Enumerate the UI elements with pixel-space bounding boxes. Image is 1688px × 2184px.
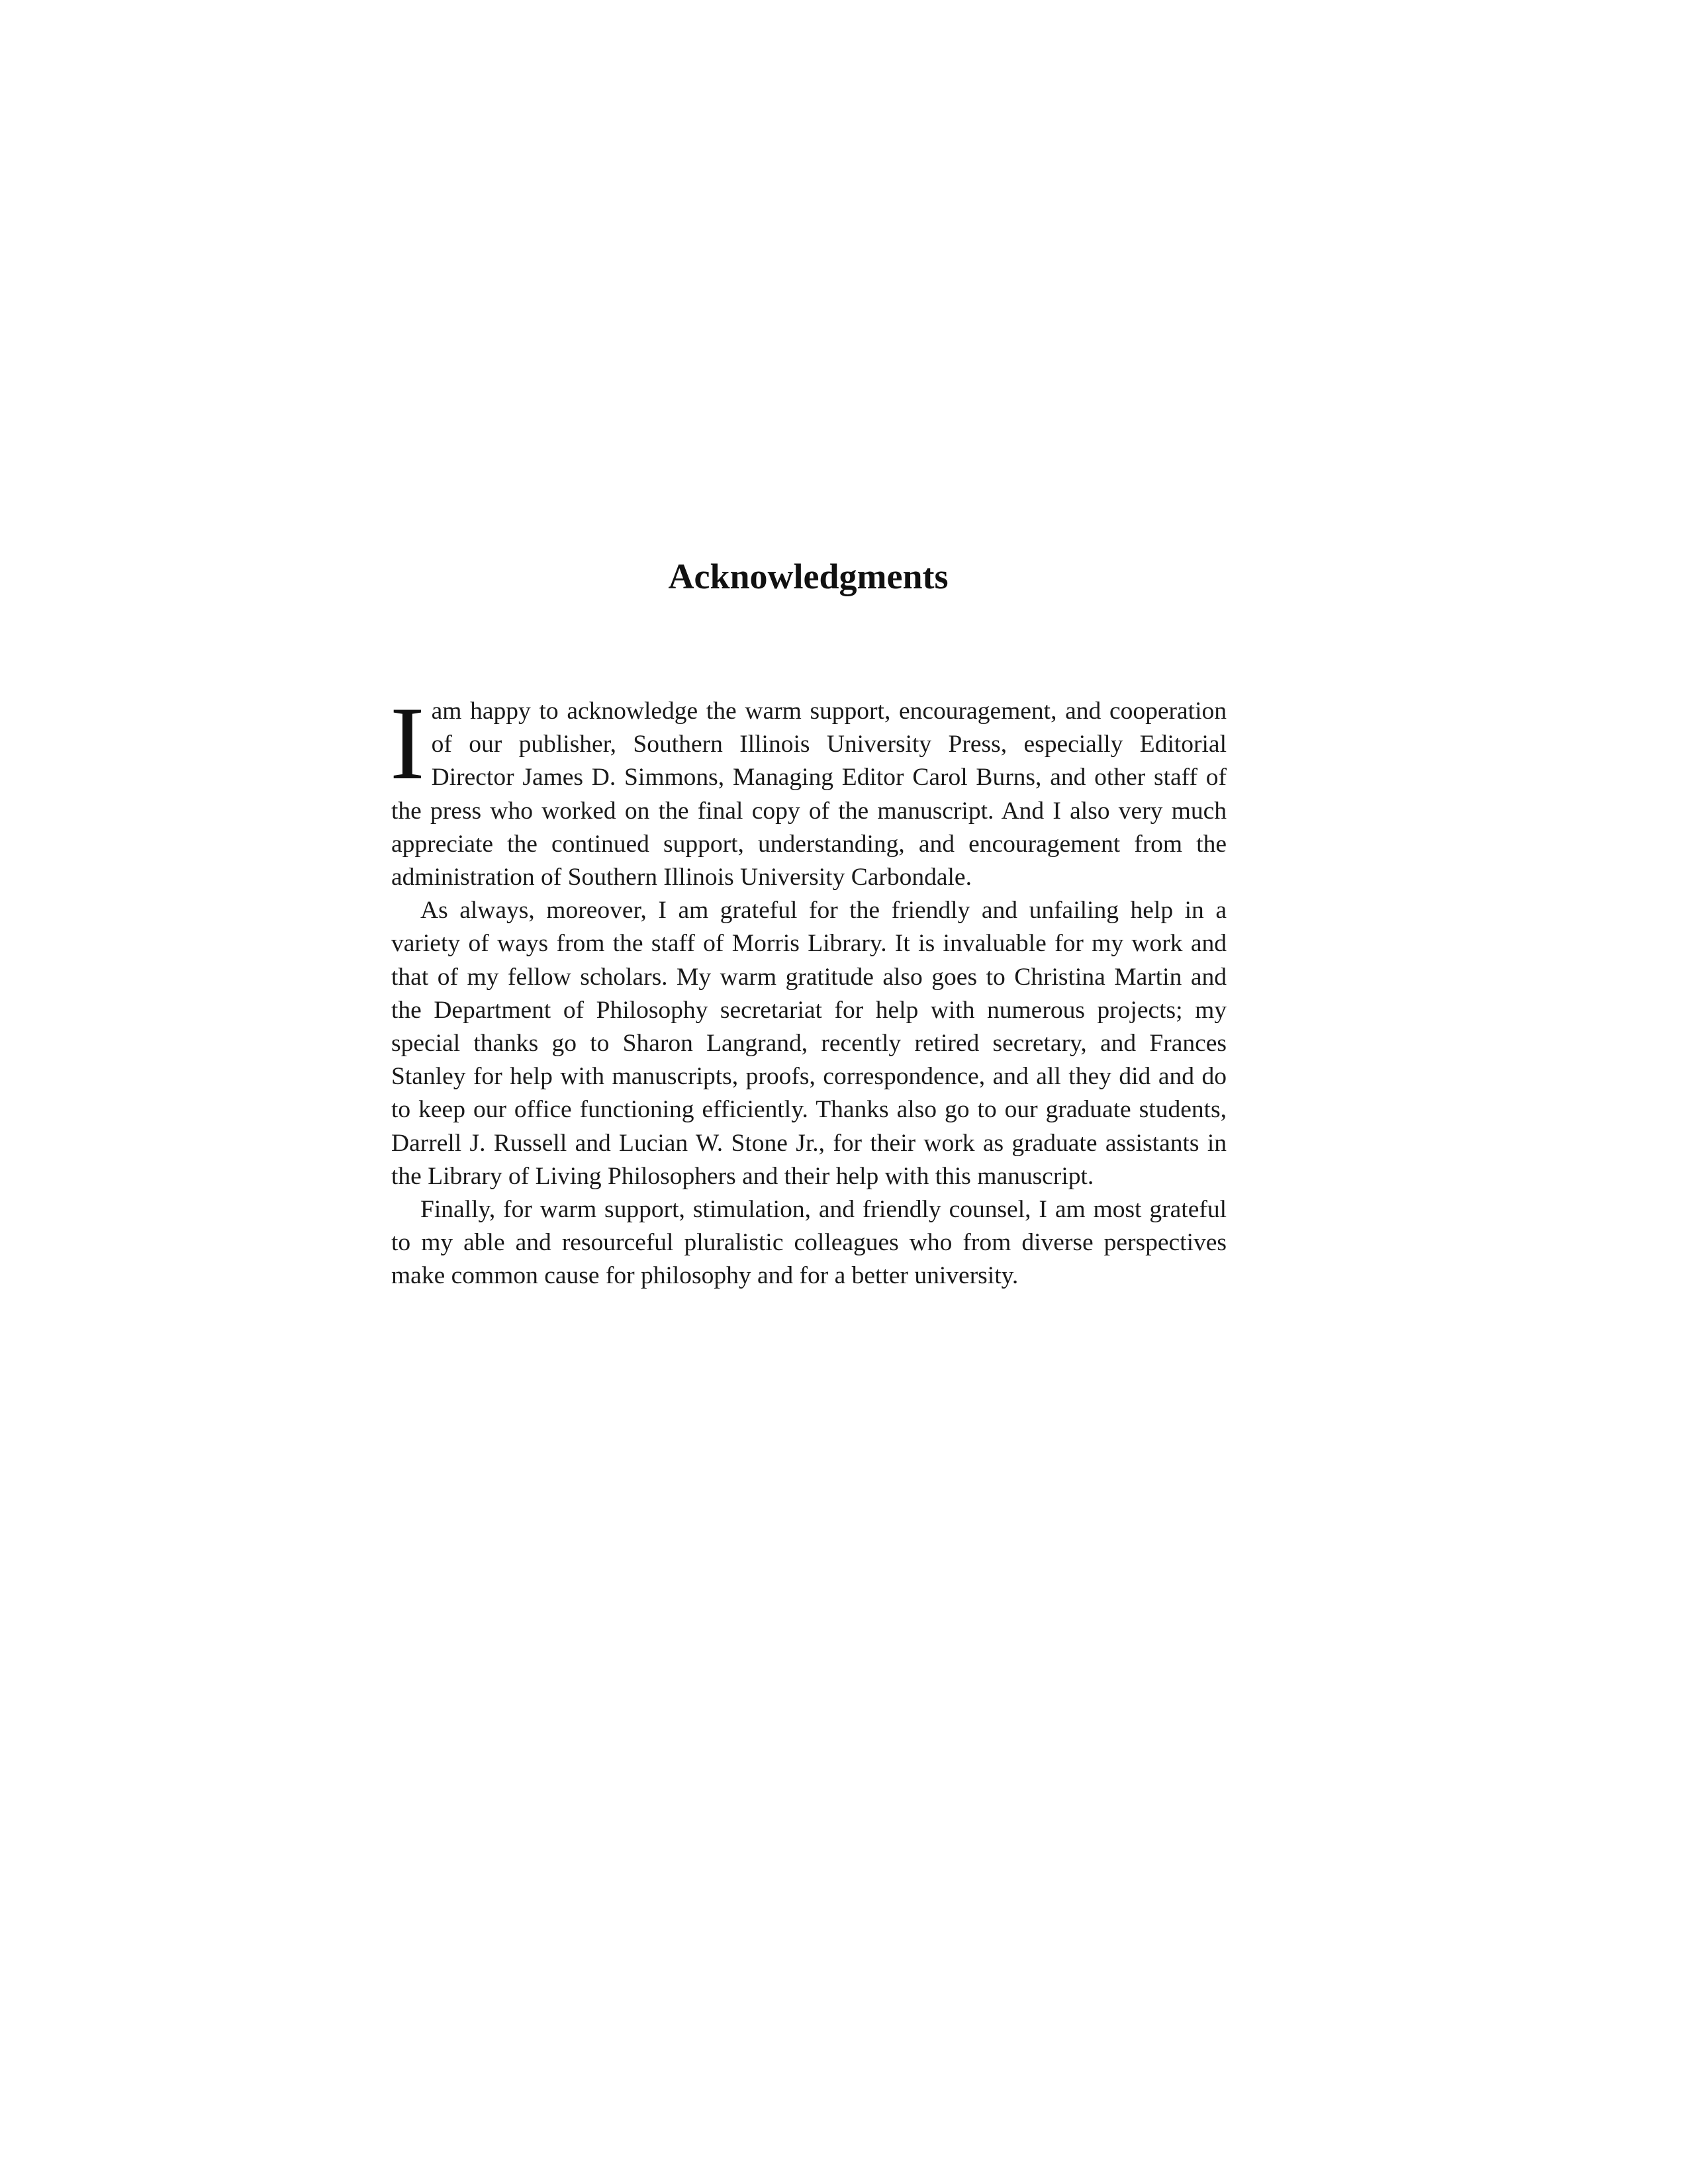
page-title: Acknowledgments [668,557,949,596]
drop-cap: I [390,686,425,801]
paragraph-2: As always, moreover, I am grateful for the friendly and unfailing help in a variety of ways from the staff of Morris Library. It is invaluable for my work and that of my fellow scholars. My warm gratitude also goes to Christina Martin and the Department of Philosophy secretariat for help with numerous projects; my special thanks go to Sharon Langrand, recently retired secretary, and Frances Stanley for help with manuscripts, proofs, correspondence, and all they did and do to keep our office functioning efficiently. Thanks also go to our graduate students, Darrell J. Russell and Lucian W. Stone Jr., for their work as graduate assistants in the Library of Living Philosophers and their help with this manuscript. [391,897,1227,1190]
paragraph-1-text: am happy to acknowledge the warm support, encouragement, and cooperation of our publisher, Southern Illinois University Press, especially Editorial Director James D. Simmons, Managing Editor Carol Burns, and other staff of the press who worked on the final copy of the manuscript. And I also very much appreciate the continued support, understanding, and encouragement from the administration of Southern Illinois University Carbondale. [391,698,1227,891]
paragraph-1 [390,686,1227,894]
acknowledgments-body [390,686,1227,1293]
paragraph-3: Finally, for warm support, stimulation, and friendly counsel, I am most grateful to my able and resourceful pluralistic colleagues who from diverse perspectives make common cause for philosophy and for a better university. [391,1196,1227,1290]
